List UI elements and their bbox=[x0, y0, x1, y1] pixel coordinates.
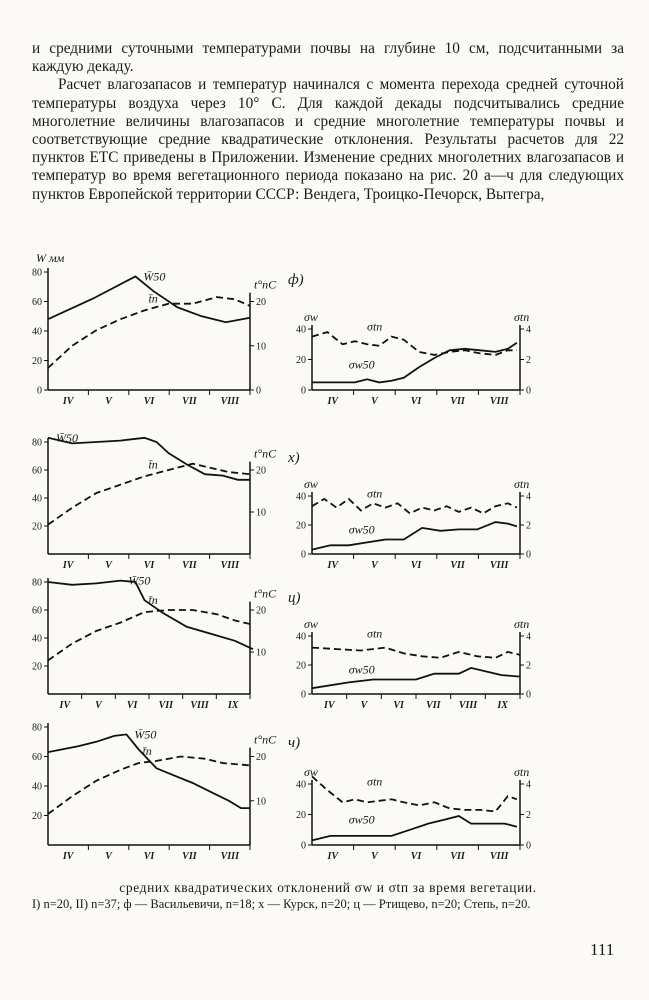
panel-4-sigma-t-axis-label: σtп bbox=[514, 765, 530, 779]
figure-svg bbox=[0, 251, 649, 882]
panel-3-w50-label: W̄50 bbox=[128, 573, 151, 588]
panel-2-panel-label: х) bbox=[288, 450, 300, 466]
panel-3-left-ytick-label: 20 bbox=[32, 661, 42, 673]
panel-3-sigma-t-axis-label: σtп bbox=[514, 617, 530, 631]
panel-4-right-rtick-label: 0 bbox=[526, 840, 531, 852]
panel-1-left-series-tn bbox=[48, 297, 250, 368]
panel-4-left-ytick-label: 20 bbox=[32, 811, 42, 822]
panel-3-left-month-label: IX bbox=[227, 700, 239, 711]
panel-4-left-ytick-label: 60 bbox=[32, 752, 42, 763]
panel-4-left-month-label: IV bbox=[62, 851, 74, 862]
panel-4-right-month-label: VIII bbox=[490, 851, 509, 862]
panel-3-left-series-tn bbox=[48, 610, 253, 660]
panel-4-left-rtick-label: 10 bbox=[256, 796, 266, 808]
panel-2-right-month-label: VIII bbox=[490, 560, 509, 571]
panel-4-right-month-label: IV bbox=[327, 851, 339, 862]
page-number: 111 bbox=[590, 940, 615, 959]
panel-4-left-rtick-label: 20 bbox=[256, 752, 266, 764]
panel-3-right-ytick-label: 40 bbox=[296, 631, 306, 643]
panel-3-sigma-t-curve-label: σtп bbox=[367, 626, 383, 641]
panel-1-right-ytick-label: 0 bbox=[301, 385, 306, 397]
panel-3-right-month-label: V bbox=[360, 700, 368, 711]
panel-3-right-month-label: IV bbox=[324, 700, 335, 711]
panel-2-left-month-label: VII bbox=[182, 560, 197, 571]
panel-2-right-rtick-label: 4 bbox=[526, 491, 531, 503]
panel-1-left-rtick-label: 0 bbox=[256, 385, 261, 397]
panel-4-left-month-label: VII bbox=[182, 851, 197, 862]
panel-2-right-ytick-label: 0 bbox=[301, 549, 306, 561]
panel-3-right-rtick-label: 0 bbox=[526, 689, 531, 701]
panel-1-w-unit-label: W мм bbox=[36, 251, 65, 265]
panel-4-panel-label: ч) bbox=[288, 735, 301, 751]
figure-caption bbox=[32, 880, 624, 912]
caption-main: средних квадратических отклонений σw и σtп за время вегетации. bbox=[119, 880, 537, 895]
panel-2-right-rtick-label: 0 bbox=[526, 549, 531, 561]
panel-2-sigma-t-axis-label: σtп bbox=[514, 477, 530, 491]
panel-1-right-ytick-label: 20 bbox=[296, 355, 306, 366]
panel-1-tn-label: t̄п bbox=[148, 291, 158, 306]
panel-4-left-ytick-label: 80 bbox=[32, 722, 42, 734]
panel-2-w50-label: W̄50 bbox=[56, 430, 78, 445]
panel-1-sigma-t-curve-label: σtп bbox=[367, 319, 383, 334]
panel-3-left-series-w50 bbox=[48, 581, 253, 650]
panel-2-right-rtick-label: 2 bbox=[526, 520, 531, 532]
panel-1-left-rtick-label: 20 bbox=[256, 297, 266, 309]
panel-4-right-ytick-label: 40 bbox=[296, 779, 306, 791]
panel-4-right-series-sigma-w50 bbox=[312, 816, 517, 840]
panel-4-right-rtick-label: 2 bbox=[526, 810, 531, 821]
panel-2-sigma-w50-curve-label: σw50 bbox=[348, 522, 375, 537]
panel-1-sigma-t-axis-label: σtп bbox=[514, 310, 530, 324]
panel-4-sigma-w50-curve-label: σw50 bbox=[348, 812, 375, 827]
figure-20 bbox=[0, 251, 649, 882]
panel-3-right-ytick-label: 0 bbox=[301, 689, 306, 701]
panel-2-right-month-label: IV bbox=[327, 560, 339, 571]
panel-1-left-rtick-label: 10 bbox=[256, 341, 266, 353]
panel-1-right-month-label: V bbox=[371, 396, 378, 407]
panel-4-left-month-label: V bbox=[105, 851, 112, 862]
panel-4-left-month-label: VIII bbox=[220, 851, 239, 862]
panel-2-left-ytick-label: 20 bbox=[32, 521, 42, 533]
panel-2-left-month-label: VI bbox=[143, 560, 155, 571]
panel-4-right-ytick-label: 20 bbox=[296, 810, 306, 821]
panel-3-right-month-label: IX bbox=[497, 700, 508, 711]
panel-1-panel-label: ф) bbox=[288, 272, 304, 288]
panel-4-right-series-sigma-t bbox=[312, 776, 517, 811]
panel-1-left-month-label: V bbox=[105, 396, 112, 407]
panel-3-tn-unit-label: t°пC bbox=[254, 586, 277, 601]
panel-3-right-series-sigma-w50 bbox=[312, 668, 520, 688]
panel-4-left-series-tn bbox=[48, 757, 250, 815]
panel-1-left-ytick-label: 60 bbox=[32, 297, 42, 308]
panel-3-right-month-label: VI bbox=[393, 700, 404, 711]
panel-3-left-ytick-label: 80 bbox=[32, 577, 42, 589]
panel-1-left-month-label: VII bbox=[182, 396, 197, 407]
panel-1-right-month-label: VIII bbox=[490, 396, 509, 407]
panel-2-left-month-label: V bbox=[105, 560, 112, 571]
panel-3-left-month-label: VIII bbox=[190, 700, 209, 711]
body-text bbox=[32, 40, 624, 204]
panel-3-tn-label: t̄п bbox=[148, 593, 158, 608]
panel-3-right-month-label: VIII bbox=[458, 700, 478, 711]
panel-2-right-month-label: V bbox=[371, 560, 378, 571]
panel-3-left-rtick-label: 20 bbox=[256, 605, 266, 617]
panel-1-w50-label: W̄50 bbox=[143, 269, 166, 284]
panel-3-right-series-sigma-t bbox=[312, 648, 520, 658]
panel-2-tn-label: t̄п bbox=[148, 457, 158, 472]
panel-1-left-month-label: VI bbox=[143, 396, 155, 407]
panel-2-right-ytick-label: 20 bbox=[296, 520, 306, 532]
panel-1-right-month-label: VI bbox=[410, 396, 422, 407]
panel-3-left-ytick-label: 40 bbox=[32, 633, 42, 645]
paragraph-1: и средними суточными температурами почвы на глубине 10 см, подсчитанными за каждую декаду. bbox=[32, 40, 624, 76]
panel-4-left-month-label: VI bbox=[143, 851, 155, 862]
panel-1-right-rtick-label: 2 bbox=[526, 355, 531, 366]
panel-1-left-ytick-label: 0 bbox=[37, 385, 42, 397]
panel-2-sigma-t-curve-label: σtп bbox=[367, 486, 383, 501]
paragraph-2: Расчет влагозапасов и температур начинался с момента перехода средней суточной температуры воздуха через 10° С. Для каждой декады подсчитывались средние многолетние величины влагозапасов и средние многолетние температуры почвы и соответствующие средние квадратические отклонения. Результаты расчетов для 22 пунктов ЕТС приведены в Приложении. Изменение средних многолетних влагозапасов и температур во время вегетационного периода показано на рис. 20 а—ч для следующих пунктов Европейской территории СССР: Вендега, Троицко-Печорск, Вытегра, bbox=[32, 76, 624, 203]
panel-4-tn-label: t̄п bbox=[142, 744, 152, 759]
panel-3-sigma-w-axis-label: σw bbox=[304, 617, 318, 631]
panel-1-sigma-w-axis-label: σw bbox=[304, 310, 318, 324]
panel-3-sigma-w50-curve-label: σw50 bbox=[348, 662, 375, 677]
panel-2-left-ytick-label: 60 bbox=[32, 465, 42, 477]
panel-4-right-month-label: VI bbox=[410, 851, 422, 862]
panel-3-left-month-label: V bbox=[95, 700, 102, 711]
panel-1-left-ytick-label: 80 bbox=[32, 267, 42, 279]
panel-1-sigma-w50-curve-label: σw50 bbox=[348, 357, 375, 372]
panel-4-right-ytick-label: 0 bbox=[301, 840, 306, 852]
panel-2-left-rtick-label: 10 bbox=[256, 507, 266, 519]
panel-1-right-rtick-label: 4 bbox=[526, 324, 531, 336]
panel-1-left-month-label: VIII bbox=[220, 396, 239, 407]
panel-2-left-month-label: IV bbox=[62, 560, 74, 571]
panel-4-left-ytick-label: 40 bbox=[32, 781, 42, 793]
panel-1-right-ytick-label: 40 bbox=[296, 324, 306, 336]
panel-1-right-month-label: VII bbox=[450, 396, 465, 407]
panel-3-right-rtick-label: 4 bbox=[526, 631, 531, 643]
panel-4-tn-unit-label: t°пC bbox=[254, 732, 277, 747]
panel-1-left-month-label: IV bbox=[62, 396, 74, 407]
panel-3-left-ytick-label: 60 bbox=[32, 605, 42, 617]
panel-3-right-ytick-label: 20 bbox=[296, 660, 306, 672]
panel-4-w50-label: W̄50 bbox=[134, 727, 157, 742]
panel-1-left-ytick-label: 20 bbox=[32, 356, 42, 367]
panel-2-right-month-label: VI bbox=[410, 560, 422, 571]
panel-1-tn-unit-label: t°пC bbox=[254, 277, 277, 292]
panel-2-right-ytick-label: 40 bbox=[296, 491, 306, 503]
panel-3-left-month-label: VII bbox=[158, 700, 174, 711]
panel-3-left-month-label: VI bbox=[126, 700, 138, 711]
panel-3-left-month-label: IV bbox=[59, 700, 71, 711]
panel-2-right-month-label: VII bbox=[450, 560, 465, 571]
panel-2-sigma-w-axis-label: σw bbox=[304, 477, 318, 491]
panel-2-left-series-tn bbox=[48, 464, 250, 525]
panel-2-right-series-sigma-t bbox=[312, 499, 517, 514]
panel-2-left-rtick-label: 20 bbox=[256, 465, 266, 477]
panel-1-right-month-label: IV bbox=[327, 396, 339, 407]
panel-3-right-rtick-label: 2 bbox=[526, 660, 531, 672]
panel-3-right-month-label: VII bbox=[426, 700, 441, 711]
panel-4-sigma-w-axis-label: σw bbox=[304, 765, 318, 779]
panel-2-left-month-label: VIII bbox=[220, 560, 239, 571]
panel-1-right-rtick-label: 0 bbox=[526, 385, 531, 397]
panel-4-right-month-label: V bbox=[371, 851, 378, 862]
panel-4-sigma-t-curve-label: σtп bbox=[367, 774, 383, 789]
panel-1-left-ytick-label: 40 bbox=[32, 326, 42, 338]
panel-4-right-rtick-label: 4 bbox=[526, 779, 531, 791]
panel-2-right-series-sigma-w50 bbox=[312, 522, 517, 550]
panel-3-left-rtick-label: 10 bbox=[256, 647, 266, 659]
panel-2-left-ytick-label: 80 bbox=[32, 437, 42, 449]
panel-2-tn-unit-label: t°пC bbox=[254, 446, 277, 461]
panel-4-right-month-label: VII bbox=[450, 851, 465, 862]
caption-sub: I) n=20, II) n=37; ф — Васильевичи, n=18; х — Курск, n=20; ц — Ртищево, n=20; Степь, n=20. bbox=[32, 897, 531, 911]
panel-2-left-ytick-label: 40 bbox=[32, 493, 42, 505]
panel-3-panel-label: ц) bbox=[288, 590, 301, 606]
